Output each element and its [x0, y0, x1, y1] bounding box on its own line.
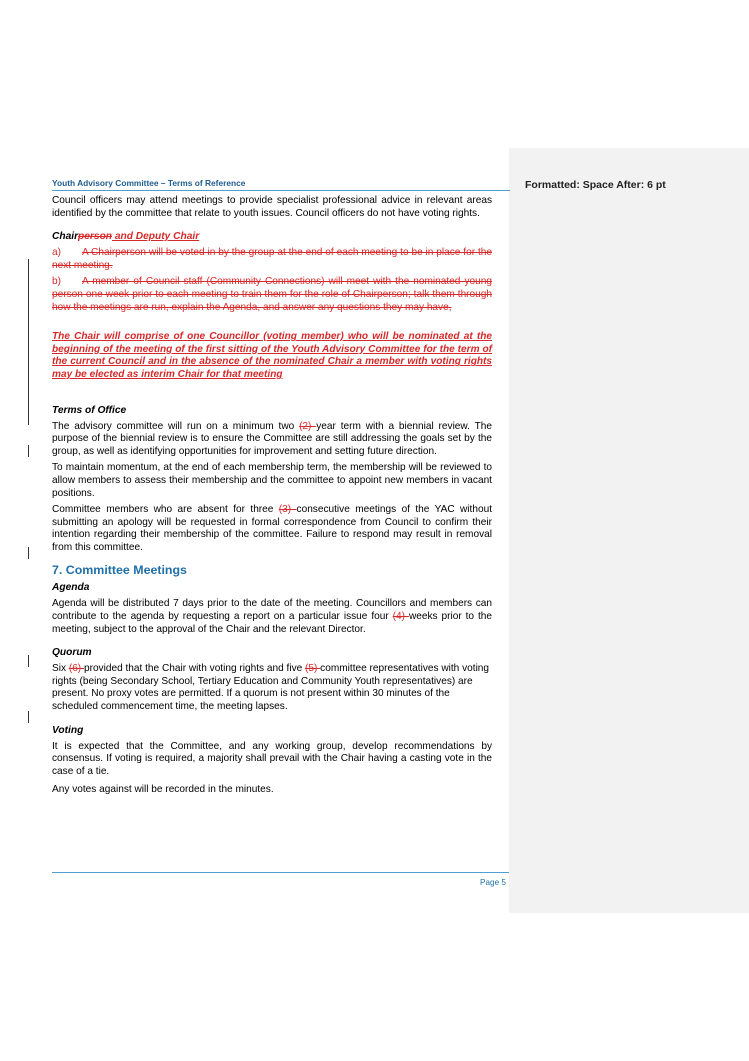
voting-heading: Voting — [52, 724, 84, 736]
item-a-text: A Chairperson will be voted in by the group at the end of each meeting to be in place for the next meeting. — [52, 247, 492, 271]
terms-p3-b: consecutive meetings of the YAC without submitting an apology will be requested in formal correspondence from Council to confirm their intention regarding their membership of the committee. Failure to respond may result in removal from this committee. — [52, 504, 492, 553]
quorum-b: provided that the Chair with voting rights and five — [83, 663, 306, 675]
terms-p3-del: (3) — [278, 504, 297, 516]
quorum-del1: (6) — [68, 663, 84, 675]
running-header: Youth Advisory Committee – Terms of Reference — [52, 178, 510, 191]
chair-heading-deleted: person — [78, 231, 113, 243]
agenda-a: Agenda will be distributed 7 days prior to the date of the meeting. Councillors and members can contribute to the agenda by requesting a report on a particular issue four — [52, 598, 492, 623]
agenda-heading: Agenda — [52, 582, 90, 594]
item-a-label: a) — [52, 247, 61, 259]
terms-p1 — [52, 421, 492, 459]
chair-item-a — [52, 247, 492, 272]
agenda-b: weeks prior to the meeting, subject to the approval of the Chair and the relevant Director. — [52, 611, 493, 635]
item-b-label: b) — [52, 276, 61, 288]
change-bar — [28, 547, 29, 559]
terms-p1-del: (2) — [299, 420, 317, 432]
document-page — [52, 178, 492, 797]
terms-p1-a: The advisory committee will run on a minimum two — [52, 420, 300, 432]
voting-p1: It is expected that the Committee, and any working group, develop recommendations by consensus. If voting is required, a majority shall prevail with the Chair having a casting vote in the case of a tie. — [52, 740, 492, 777]
agenda-para — [52, 598, 492, 636]
comment-pane — [509, 148, 749, 913]
voting-p2: Any votes against will be recorded in the minutes. — [52, 784, 274, 796]
change-bar — [28, 711, 29, 723]
terms-p3 — [52, 504, 492, 554]
chair-heading-inserted: and Deputy Chair — [112, 231, 200, 243]
quorum-a: Six — [52, 663, 69, 675]
terms-p1-b: year term with a biennial review. The purpose of the biennial review is to ensure the Committee are still addressing the goals set by the group, as well as identifying opportunities for improvement and setting future direction. — [52, 420, 492, 457]
chair-item-b — [52, 276, 492, 314]
change-bar — [28, 259, 29, 425]
change-bar — [28, 655, 29, 667]
chair-heading-kept: Chair — [52, 231, 79, 243]
section-7-title: 7. Committee Meetings — [52, 563, 187, 578]
terms-heading: Terms of Office — [52, 404, 127, 416]
para-officers: Council officers may attend meetings to provide specialist professional advice in relevant areas identified by the committee that relate to youth issues. Council officers do not have voting rights. — [52, 195, 492, 219]
quorum-c: committee representatives with voting rights (being Secondary School, Tertiary Education and Community Youth representatives) are present. No proxy votes are permitted. If a quorum is not present within 30 minutes of the scheduled commencement time, the meeting lapses. — [52, 663, 490, 713]
chair-heading — [52, 230, 492, 243]
change-bar — [28, 445, 29, 457]
comment-label: Formatted: Space After: 6 pt — [525, 179, 666, 191]
quorum-para — [52, 663, 492, 713]
chair-inserted-para: The Chair will comprise of one Councillor (voting member) who will be nominated at the beginning of the meeting of the first sitting of the Youth Advisory Committee for the term of the current Council and in the absence of the nominated Chair a member with voting rights may be elected as interim Chair for that meeting — [52, 331, 492, 380]
agenda-del: (4) — [392, 611, 409, 623]
footer-rule — [52, 872, 509, 873]
item-b-text: A member of Council staff (Community Connections) will meet with the nominated young person one week prior to each meeting to train them for the role of Chairperson; talk them through how the meetings are run, explain the Agenda, and answer any questions they may have, — [52, 276, 492, 313]
terms-p3-a: Committee members who are absent for three — [52, 504, 279, 516]
terms-p2: To maintain momentum, at the end of each membership term, the membership will be reviewed to allow members to assess their membership and the committee to appoint new members in vacant positions. — [52, 462, 492, 499]
quorum-heading: Quorum — [52, 647, 92, 659]
page-number: Page 5 — [480, 878, 506, 887]
quorum-del2: (5) — [305, 663, 321, 675]
